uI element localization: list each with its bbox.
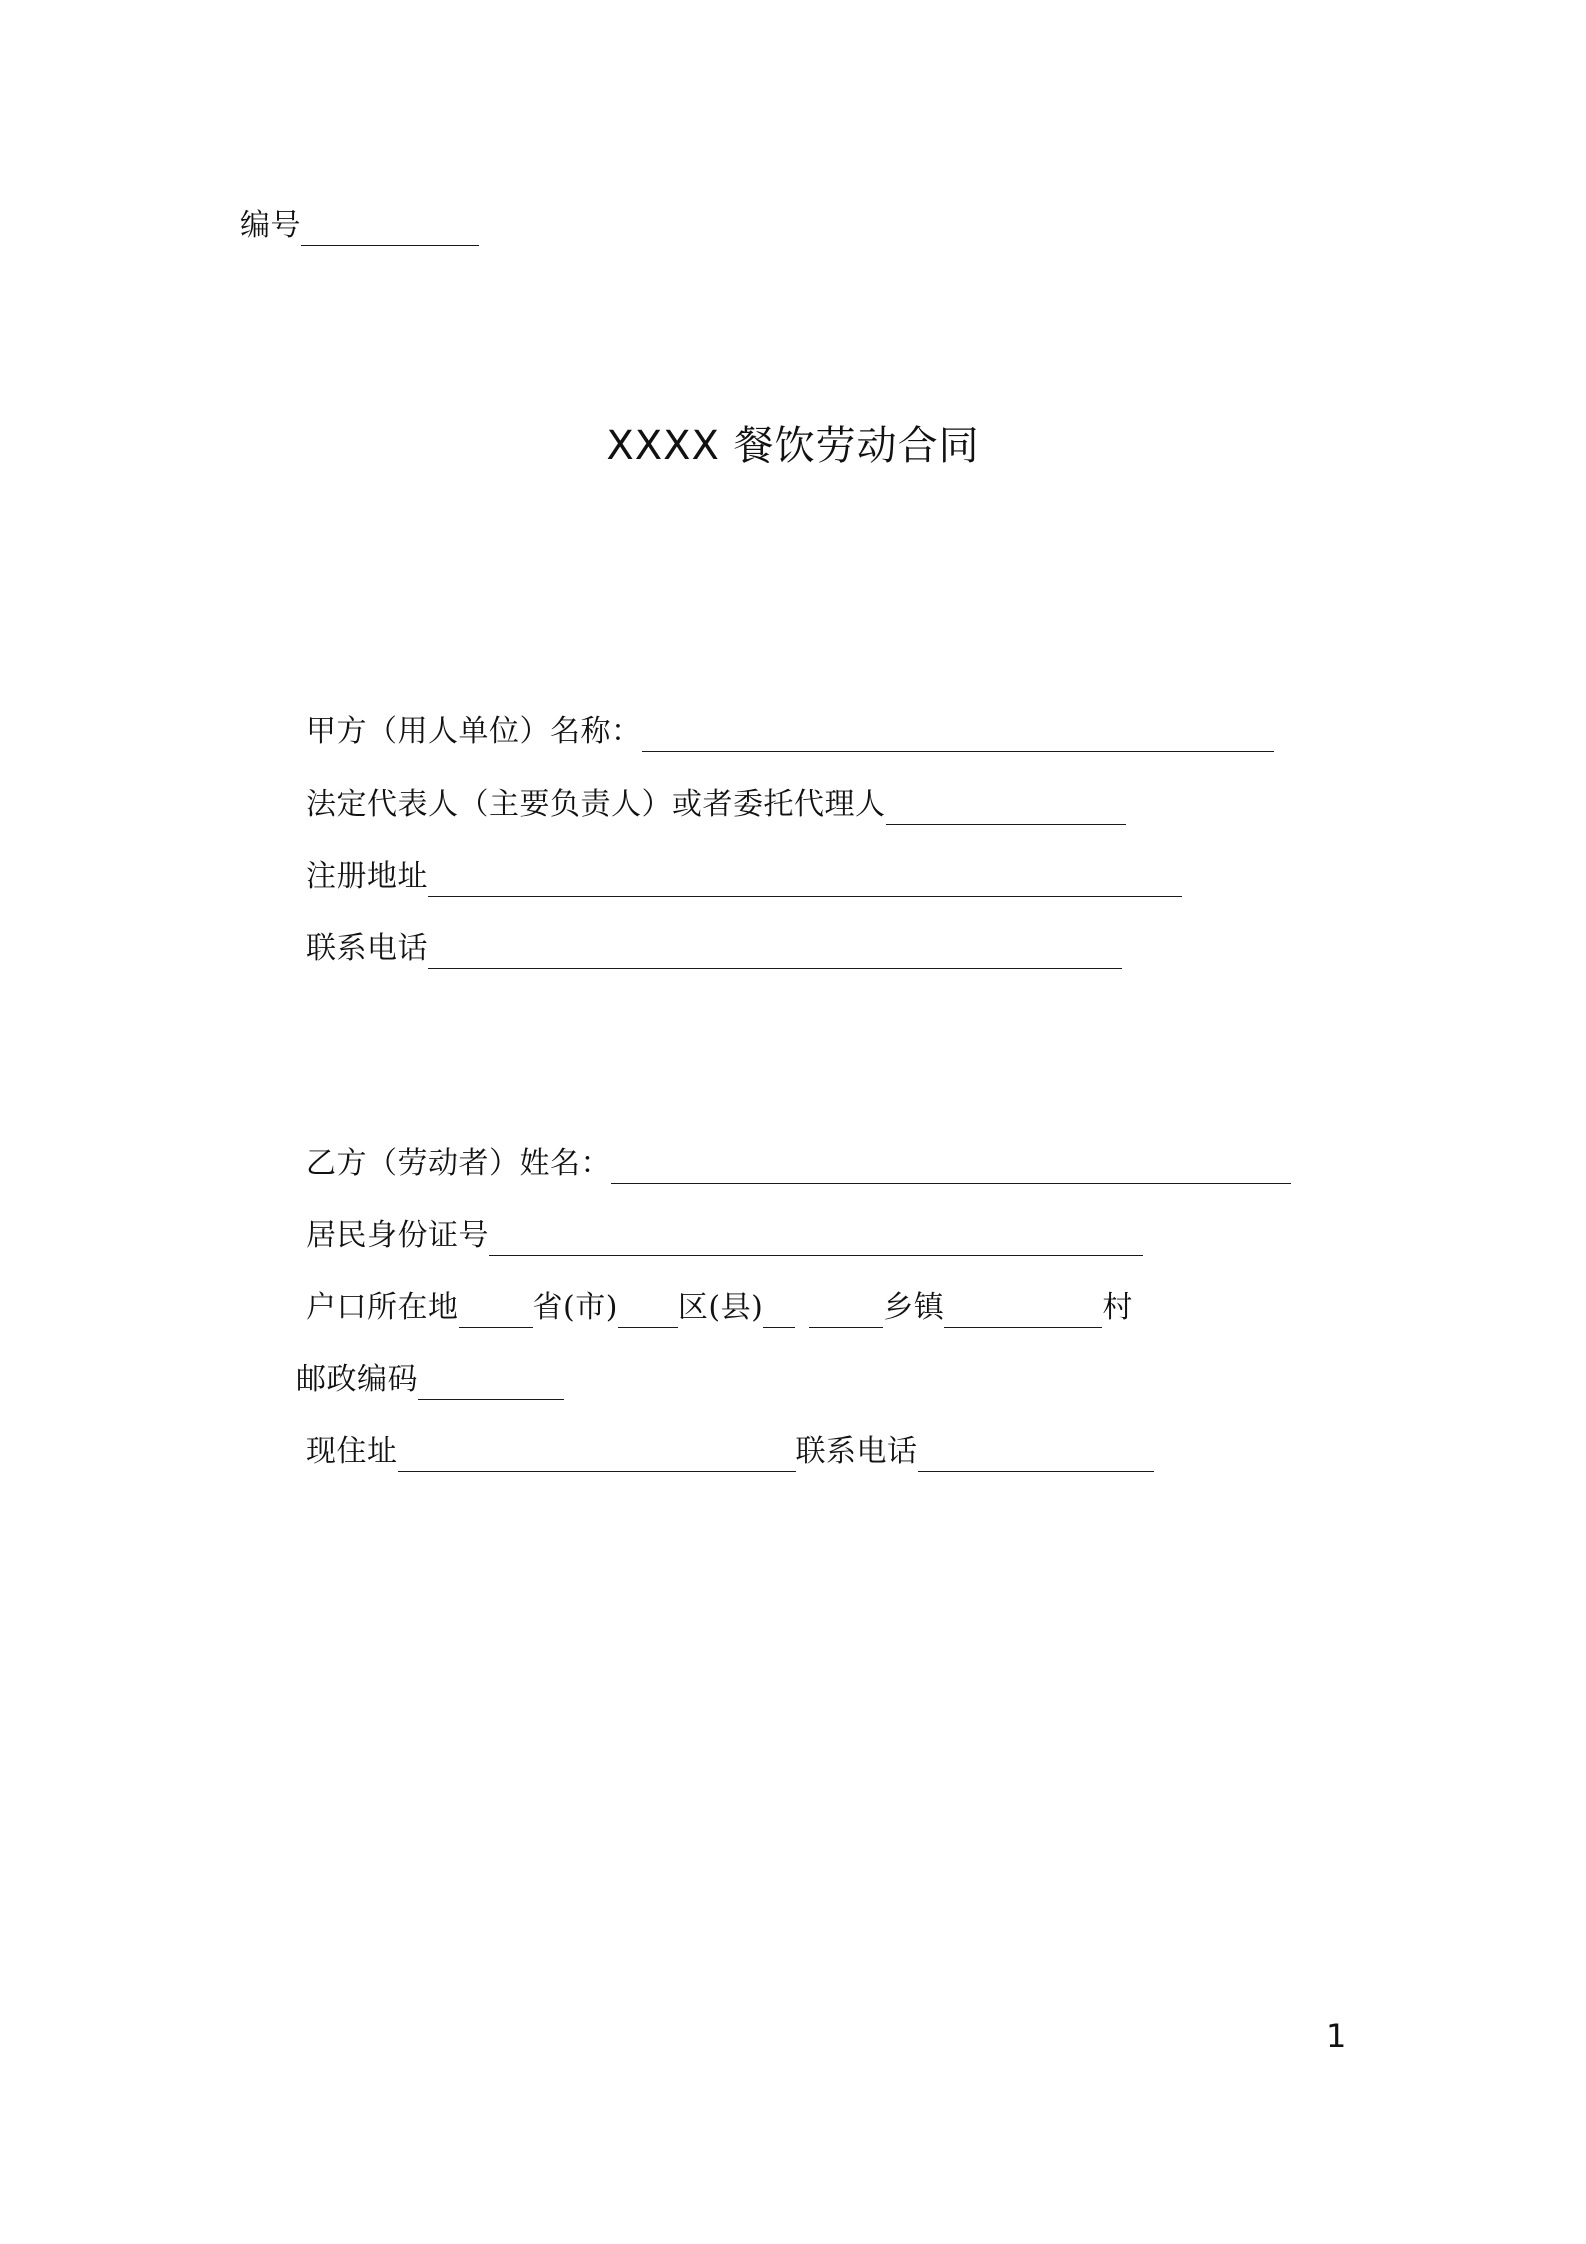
- party-b-hukou-line: [306, 1288, 1133, 1328]
- party-a-representative-label: 法定代表人（主要负责人）或者委托代理人: [306, 787, 886, 822]
- party-b-postal-line: [296, 1360, 564, 1400]
- postal-code-label: 邮政编码: [296, 1362, 418, 1397]
- party-a-name-label: 甲方（用人单位）名称：: [306, 714, 642, 749]
- serial-number-label: 编号: [240, 208, 301, 243]
- party-b-address-phone-line: [306, 1432, 1154, 1472]
- postal-code-blank[interactable]: [418, 1363, 564, 1400]
- current-address-blank[interactable]: [398, 1435, 796, 1472]
- hukou-label: 户口所在地: [306, 1290, 459, 1325]
- hukou-province-label: 省(市): [532, 1290, 618, 1325]
- page-number: 1: [1326, 2017, 1347, 2055]
- party-a-phone-blank[interactable]: [428, 932, 1122, 969]
- document-title: XXXX 餐饮劳动合同: [606, 423, 980, 469]
- hukou-township-blank-a[interactable]: [763, 1291, 795, 1328]
- party-b-name-blank[interactable]: [611, 1147, 1291, 1184]
- party-a-name-line: [306, 712, 1274, 752]
- hukou-township-label: 乡镇: [883, 1290, 945, 1325]
- party-b-id-line: [306, 1216, 1143, 1256]
- party-b-id-label: 居民身份证号: [306, 1218, 489, 1253]
- party-a-representative-line: [306, 785, 1126, 825]
- hukou-township-blank-b[interactable]: [809, 1291, 883, 1328]
- party-a-address-line: [306, 857, 1182, 897]
- hukou-village-label: 村: [1102, 1290, 1133, 1325]
- party-a-address-blank[interactable]: [428, 860, 1182, 897]
- serial-number-blank[interactable]: [301, 209, 479, 246]
- party-a-phone-label: 联系电话: [306, 931, 428, 966]
- party-b-name-label: 乙方（劳动者）姓名：: [306, 1146, 611, 1181]
- hukou-village-blank[interactable]: [944, 1291, 1102, 1328]
- party-a-address-label: 注册地址: [306, 859, 428, 894]
- hukou-district-blank[interactable]: [618, 1291, 678, 1328]
- hukou-district-label: 区(县): [677, 1290, 764, 1325]
- hukou-province-blank[interactable]: [459, 1291, 533, 1328]
- party-a-phone-line: [306, 929, 1122, 969]
- party-b-phone-label: 联系电话: [795, 1434, 918, 1469]
- party-b-id-blank[interactable]: [489, 1219, 1143, 1256]
- party-b-phone-blank[interactable]: [918, 1435, 1154, 1472]
- party-b-name-line: [306, 1144, 1291, 1184]
- party-a-name-blank[interactable]: [642, 715, 1274, 752]
- current-address-label: 现住址: [306, 1434, 398, 1469]
- party-a-representative-blank[interactable]: [886, 788, 1126, 825]
- serial-number-line: [240, 206, 479, 246]
